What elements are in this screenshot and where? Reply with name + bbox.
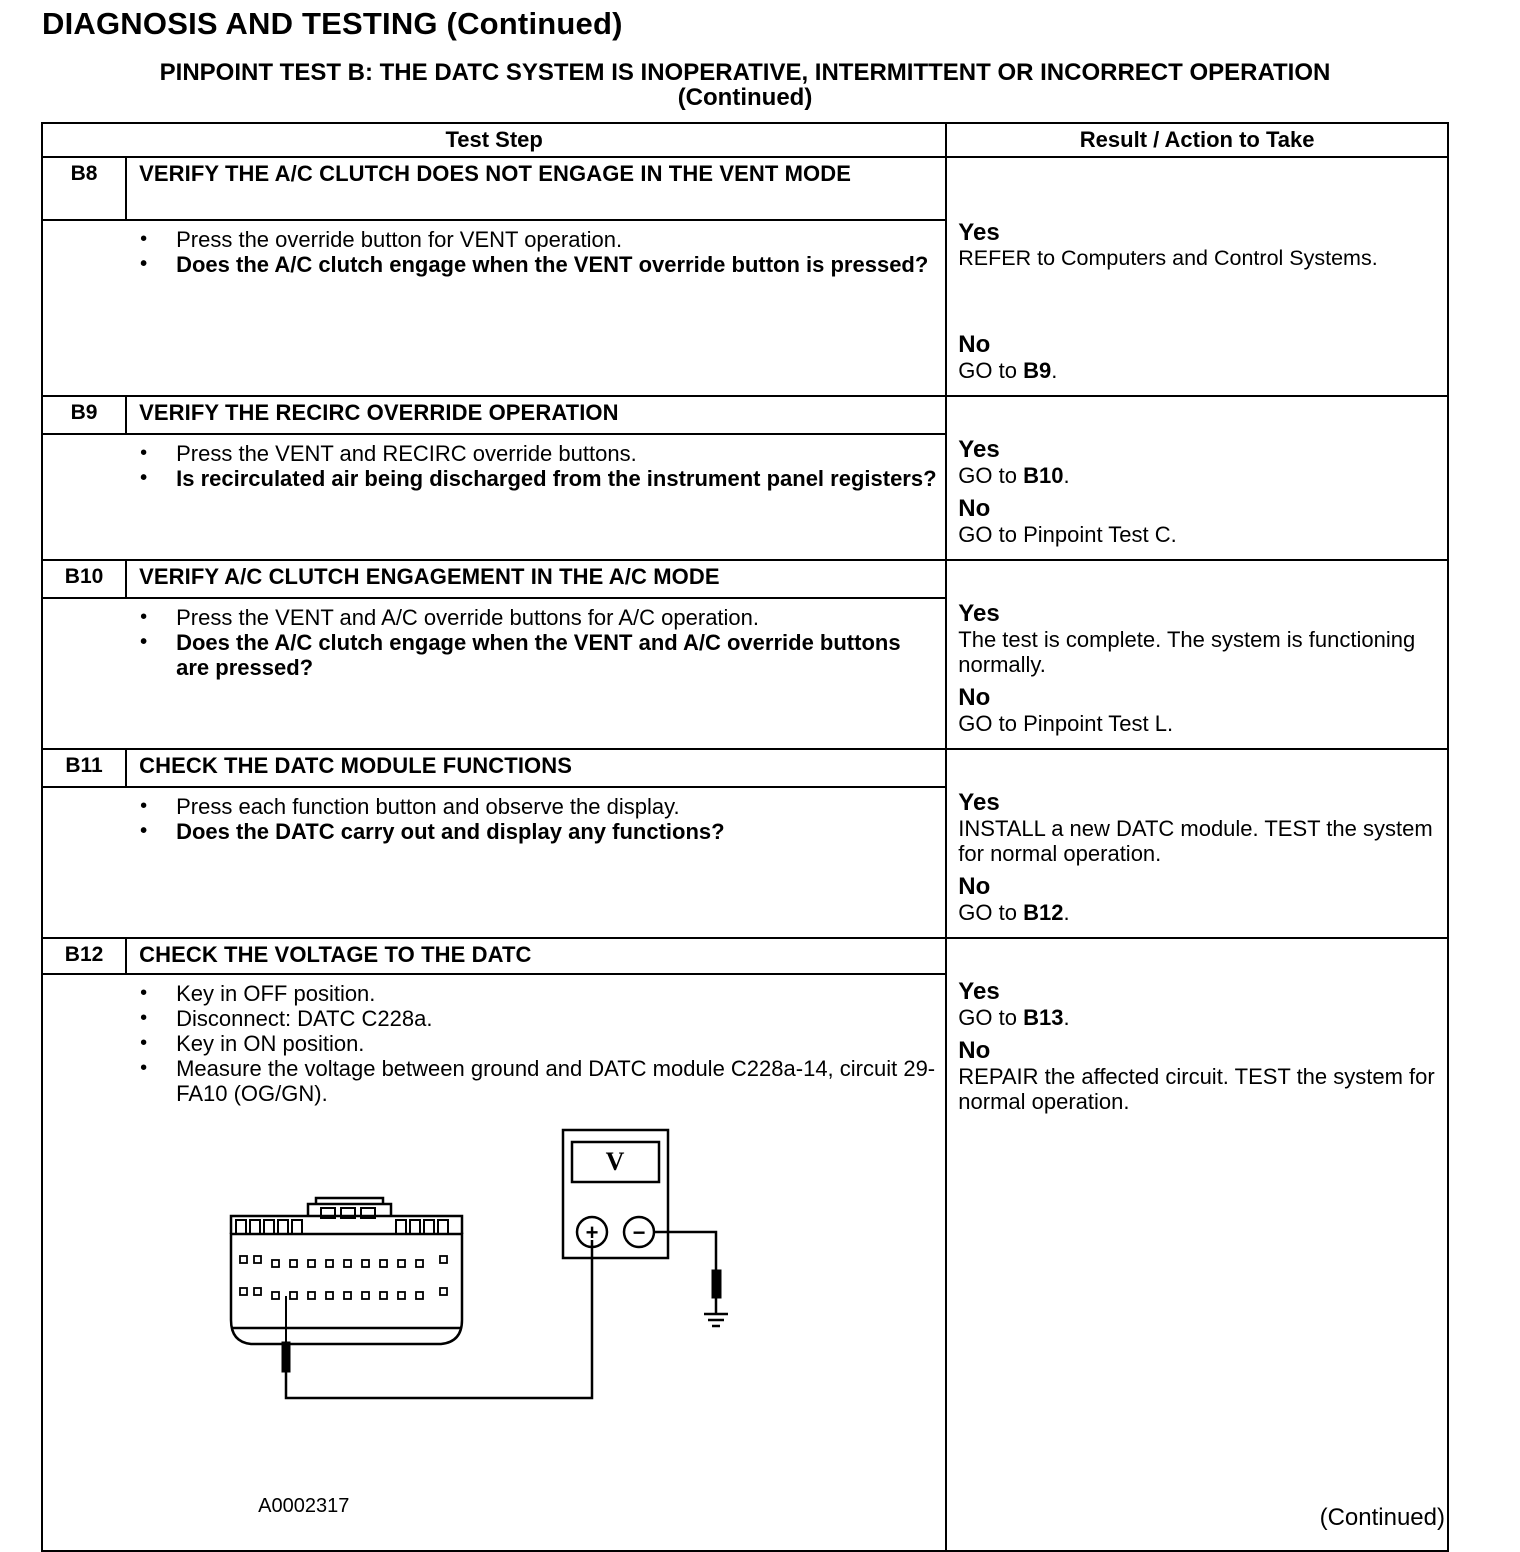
step-id: B8 <box>42 157 126 220</box>
figure-id: A0002317 <box>258 1495 350 1517</box>
result-no-label: No <box>958 495 991 522</box>
step-b12-head-row <box>42 938 1448 974</box>
result-yes-label: Yes <box>958 436 1000 463</box>
test-step-table <box>41 122 1449 1552</box>
pinpoint-test-title-line2: (Continued) <box>677 84 813 111</box>
positive-terminal-symbol: + <box>585 1220 599 1245</box>
instruction-item: • Key in ON position. <box>138 1031 937 1056</box>
step-heading: VERIFY THE RECIRC OVERRIDE OPERATION <box>126 396 946 434</box>
instruction-item: • Key in OFF position. <box>138 981 937 1006</box>
result-yes-text: INSTALL a new DATC module. TEST the system for normal operation. <box>958 816 1433 866</box>
ground-symbol <box>704 1314 728 1326</box>
result-yes-label: Yes <box>958 978 1000 1005</box>
step-instructions <box>126 787 946 938</box>
step-id: B11 <box>42 749 126 787</box>
question-item: • Does the DATC carry out and display any functions? <box>138 819 937 844</box>
instruction-item: • Press the VENT and A/C override buttons for A/C operation. <box>138 605 937 630</box>
result-no-label: No <box>958 684 991 711</box>
question-item: • Does the A/C clutch engage when the VENT and A/C override buttons are pressed? <box>138 630 937 680</box>
step-result <box>946 560 1448 749</box>
step-result <box>946 396 1448 560</box>
step-instructions <box>126 598 946 749</box>
result-yes-label: Yes <box>958 789 1000 816</box>
question-item: • Is recirculated air being discharged from the instrument panel registers? <box>138 466 937 491</box>
pinpoint-test-title-line1: PINPOINT TEST B: THE DATC SYSTEM IS INOPERATIVE, INTERMITTENT OR INCORRECT OPERATION <box>159 59 1331 86</box>
step-heading: VERIFY A/C CLUTCH ENGAGEMENT IN THE A/C MODE <box>126 560 946 598</box>
step-heading: CHECK THE DATC MODULE FUNCTIONS <box>126 749 946 787</box>
step-heading: VERIFY THE A/C CLUTCH DOES NOT ENGAGE IN THE VENT MODE <box>126 157 946 220</box>
result-no-text: GO to B12. <box>958 900 1070 925</box>
result-no-text: GO to B9. <box>958 358 1058 383</box>
step-id: B9 <box>42 396 126 434</box>
step-instructions <box>126 974 946 1551</box>
connector-latch-tabs <box>236 1208 448 1234</box>
result-yes-label: Yes <box>958 600 1000 627</box>
result-yes-text: The test is complete. The system is functioning normally. <box>958 627 1416 677</box>
instruction-item: • Press the VENT and RECIRC override buttons. <box>138 441 937 466</box>
result-no-label: No <box>958 873 991 900</box>
step-b9-head-row <box>42 396 1448 434</box>
step-id: B10 <box>42 560 126 598</box>
column-header-result: Result / Action to Take <box>946 123 1448 157</box>
voltage-test-diagram <box>126 1110 945 1550</box>
result-yes-label: Yes <box>958 219 1000 246</box>
table-header-row <box>42 123 1448 157</box>
voltage-measurement-illustration <box>226 1120 786 1410</box>
result-yes-text: GO to B13. <box>958 1005 1070 1030</box>
instruction-item: • Disconnect: DATC C228a. <box>138 1006 937 1031</box>
instruction-item: • Press each function button and observe the display. <box>138 794 937 819</box>
result-no-text: GO to Pinpoint Test L. <box>958 711 1174 736</box>
step-b10-head-row <box>42 560 1448 598</box>
step-b11-head-row <box>42 749 1448 787</box>
continued-footer: (Continued) <box>1319 1504 1445 1531</box>
test-probe <box>282 1240 592 1398</box>
connector-pins <box>240 1256 447 1299</box>
pinpoint-test-title <box>40 60 1450 110</box>
result-yes-text: REFER to Computers and Control Systems. <box>958 246 1378 270</box>
instruction-item: • Press the override button for VENT operation. <box>138 227 937 252</box>
result-no-text: GO to Pinpoint Test C. <box>958 522 1177 547</box>
step-instructions <box>126 220 946 396</box>
negative-terminal-symbol: − <box>632 1220 646 1245</box>
instruction-item: • Measure the voltage between ground and DATC module C228a-14, circuit 29-FA10 (OG/GN). <box>138 1056 937 1106</box>
result-no-text: REPAIR the affected circuit. TEST the system for normal operation. <box>958 1064 1435 1114</box>
result-yes-text: GO to B10. <box>958 463 1070 488</box>
step-result <box>946 938 1448 1551</box>
step-id: B12 <box>42 938 126 974</box>
step-result <box>946 749 1448 938</box>
page-title: DIAGNOSIS AND TESTING (Continued) <box>42 6 623 41</box>
step-instructions <box>126 434 946 560</box>
step-heading: CHECK THE VOLTAGE TO THE DATC <box>126 938 946 974</box>
step-b8-head-row <box>42 157 1448 220</box>
meter-voltage-symbol: V <box>605 1147 625 1176</box>
result-no-label: No <box>958 331 991 358</box>
step-result <box>946 157 1448 396</box>
ground-lead <box>654 1232 721 1314</box>
result-no-label: No <box>958 1037 991 1064</box>
column-header-test-step: Test Step <box>42 123 946 157</box>
question-item: • Does the A/C clutch engage when the VENT override button is pressed? <box>138 252 937 277</box>
